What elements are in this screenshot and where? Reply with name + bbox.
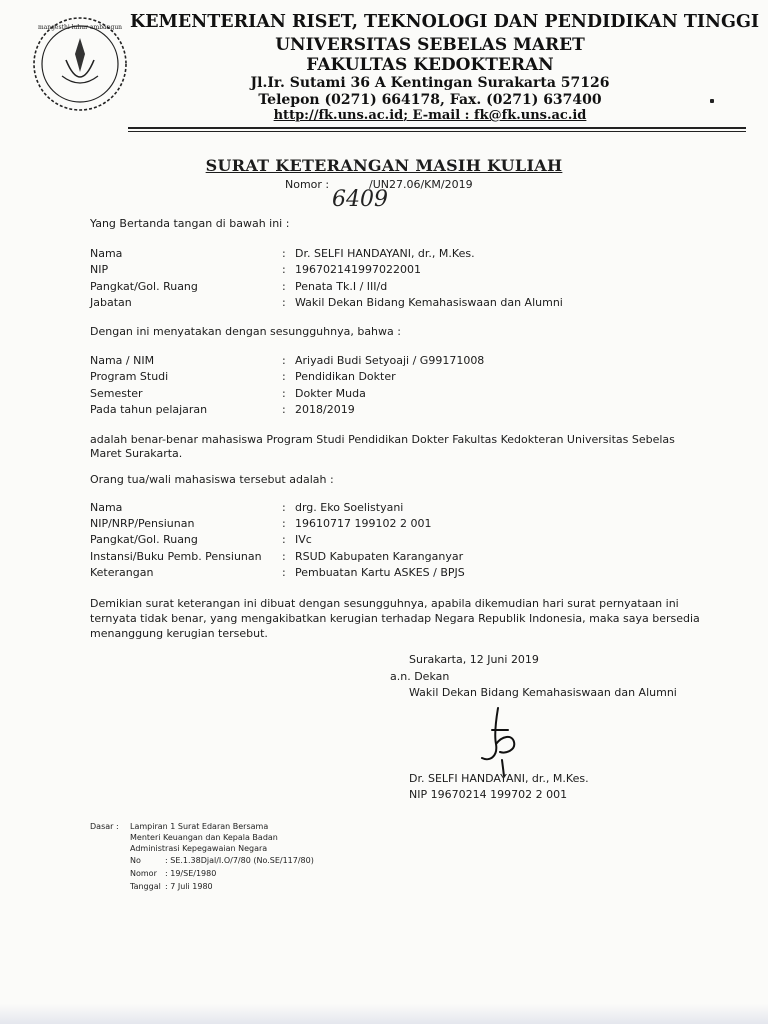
colon: :	[282, 550, 286, 563]
footer-no-value: : SE.1.38Djal/I.O/7/80 (No.SE/117/80)	[165, 856, 314, 865]
faculty-contact	[130, 108, 730, 123]
signer-name-value: Dr. SELFI HANDAYANI, dr., M.Kes.	[295, 247, 475, 260]
parent-institution-label: Instansi/Buku Pemb. Pensiunan	[90, 550, 262, 563]
faculty-website: http://fk.uns.ac.id	[273, 108, 404, 123]
nomor-label: Nomor :	[285, 178, 330, 191]
student-paragraph-line1: adalah benar-benar mahasiswa Program Studi Pendidikan Dokter Fakultas Kedokteran Universitas Sebelas	[90, 433, 675, 446]
signature-mark	[468, 700, 538, 780]
faculty-email: fk@fk.uns.ac.id	[474, 108, 587, 123]
faculty-phone: Telepon (0271) 664178, Fax. (0271) 637400	[258, 92, 602, 108]
parent-rank-label: Pangkat/Gol. Ruang	[90, 533, 198, 546]
parent-name-label: Nama	[90, 501, 123, 514]
footer-tanggal-value: : 7 Juli 1980	[165, 882, 213, 891]
closing-line3: menanggung kerugian tersebut.	[90, 627, 268, 640]
student-program-value: Pendidikan Dokter	[295, 370, 396, 383]
contact-separator: ; E-mail :	[403, 108, 475, 123]
student-year-value: 2018/2019	[295, 403, 355, 416]
header-rule-thick	[128, 127, 746, 129]
colon: :	[282, 517, 286, 530]
colon: :	[282, 566, 286, 579]
colon: :	[282, 533, 286, 546]
footer-line: Menteri Keuangan dan Kepala Badan	[130, 833, 278, 842]
colon: :	[282, 403, 286, 416]
parent-remark-label: Keterangan	[90, 566, 154, 579]
footer-line: Lampiran 1 Surat Edaran Bersama	[130, 822, 269, 831]
scan-smudge	[0, 1004, 768, 1024]
parent-rank-value: IVc	[295, 533, 312, 546]
university-name: UNIVERSITAS SEBELAS MARET	[275, 35, 585, 55]
signer-nip-signed: NIP 19670214 199702 2 001	[409, 788, 568, 801]
student-semester-label: Semester	[90, 387, 143, 400]
ministry-name: KEMENTERIAN RISET, TEKNOLOGI DAN PENDIDIKAN TINGGI	[130, 12, 760, 32]
faculty-address: Jl.Ir. Sutami 36 A Kentingan Surakarta 57126	[250, 75, 610, 91]
header-rule-thin	[128, 131, 746, 132]
stray-mark	[710, 99, 714, 103]
parent-nip-label: NIP/NRP/Pensiunan	[90, 517, 195, 530]
student-semester-value: Dokter Muda	[295, 387, 366, 400]
parent-name-value: drg. Eko Soelistyani	[295, 501, 404, 514]
colon: :	[282, 354, 286, 367]
svg-text:6409: 6409	[332, 187, 388, 212]
intro-text: Yang Bertanda tangan di bawah ini :	[90, 217, 290, 230]
signer-position-value: Wakil Dekan Bidang Kemahasiswaan dan Alumni	[295, 296, 563, 309]
signer-nip-label: NIP	[90, 263, 109, 276]
footer-nomor-value: : 19/SE/1980	[165, 869, 217, 878]
svg-text:mangesthi luhur ambangun: mangesthi luhur ambangun	[37, 24, 123, 31]
student-program-label: Program Studi	[90, 370, 169, 383]
nomor-suffix: /UN27.06/KM/2019	[369, 178, 473, 191]
student-paragraph-line2: Maret Surakarta.	[90, 447, 183, 460]
student-name-label: Nama / NIM	[90, 354, 155, 367]
colon: :	[282, 501, 286, 514]
footer-tanggal-label: Tanggal	[130, 882, 161, 891]
statement-text: Dengan ini menyatakan dengan sesungguhnya, bahwa :	[90, 325, 401, 338]
faculty-name: FAKULTAS KEDOKTERAN	[306, 55, 554, 75]
parent-nip-value: 19610717 199102 2 001	[295, 517, 432, 530]
closing-line1: Demikian surat keterangan ini dibuat dengan sesungguhnya, apabila dikemudian hari surat pernyataan ini	[90, 597, 679, 610]
signer-nip-value: 196702141997022001	[295, 263, 421, 276]
signer-name-label: Nama	[90, 247, 123, 260]
student-name-value: Ariyadi Budi Setyoaji / G99171008	[295, 354, 485, 367]
colon: :	[282, 296, 286, 309]
parent-remark-value: Pembuatan Kartu ASKES / BPJS	[295, 566, 465, 579]
footer-line: Administrasi Kepegawaian Negara	[130, 844, 268, 853]
on-behalf-of: a.n. Dekan	[390, 670, 450, 683]
signer-position: Wakil Dekan Bidang Kemahasiswaan dan Alumni	[409, 686, 677, 699]
parent-intro-text: Orang tua/wali mahasiswa tersebut adalah :	[90, 473, 334, 486]
colon: :	[282, 387, 286, 400]
student-year-label: Pada tahun pelajaran	[90, 403, 208, 416]
colon: :	[282, 247, 286, 260]
place-date: Surakarta, 12 Juni 2019	[409, 653, 539, 666]
university-logo	[30, 14, 130, 114]
colon: :	[282, 263, 286, 276]
colon: :	[282, 280, 286, 293]
footer-nomor-label: Nomor	[130, 869, 157, 878]
closing-line2: ternyata tidak benar, yang mengakibatkan kerugian terhadap Negara Republik Indonesia, maka saya bersedia	[90, 612, 700, 625]
footer-dasar-label: Dasar :	[90, 822, 119, 831]
colon: :	[282, 370, 286, 383]
document-title: SURAT KETERANGAN MASIH KULIAH	[205, 156, 563, 175]
signer-position-label: Jabatan	[90, 296, 132, 309]
footer-no-label: No	[130, 856, 141, 865]
signer-rank-value: Penata Tk.I / III/d	[295, 280, 388, 293]
parent-institution-value: RSUD Kabupaten Karanganyar	[295, 550, 464, 563]
signer-name-signed: Dr. SELFI HANDAYANI, dr., M.Kes.	[409, 772, 589, 785]
signer-rank-label: Pangkat/Gol. Ruang	[90, 280, 198, 293]
